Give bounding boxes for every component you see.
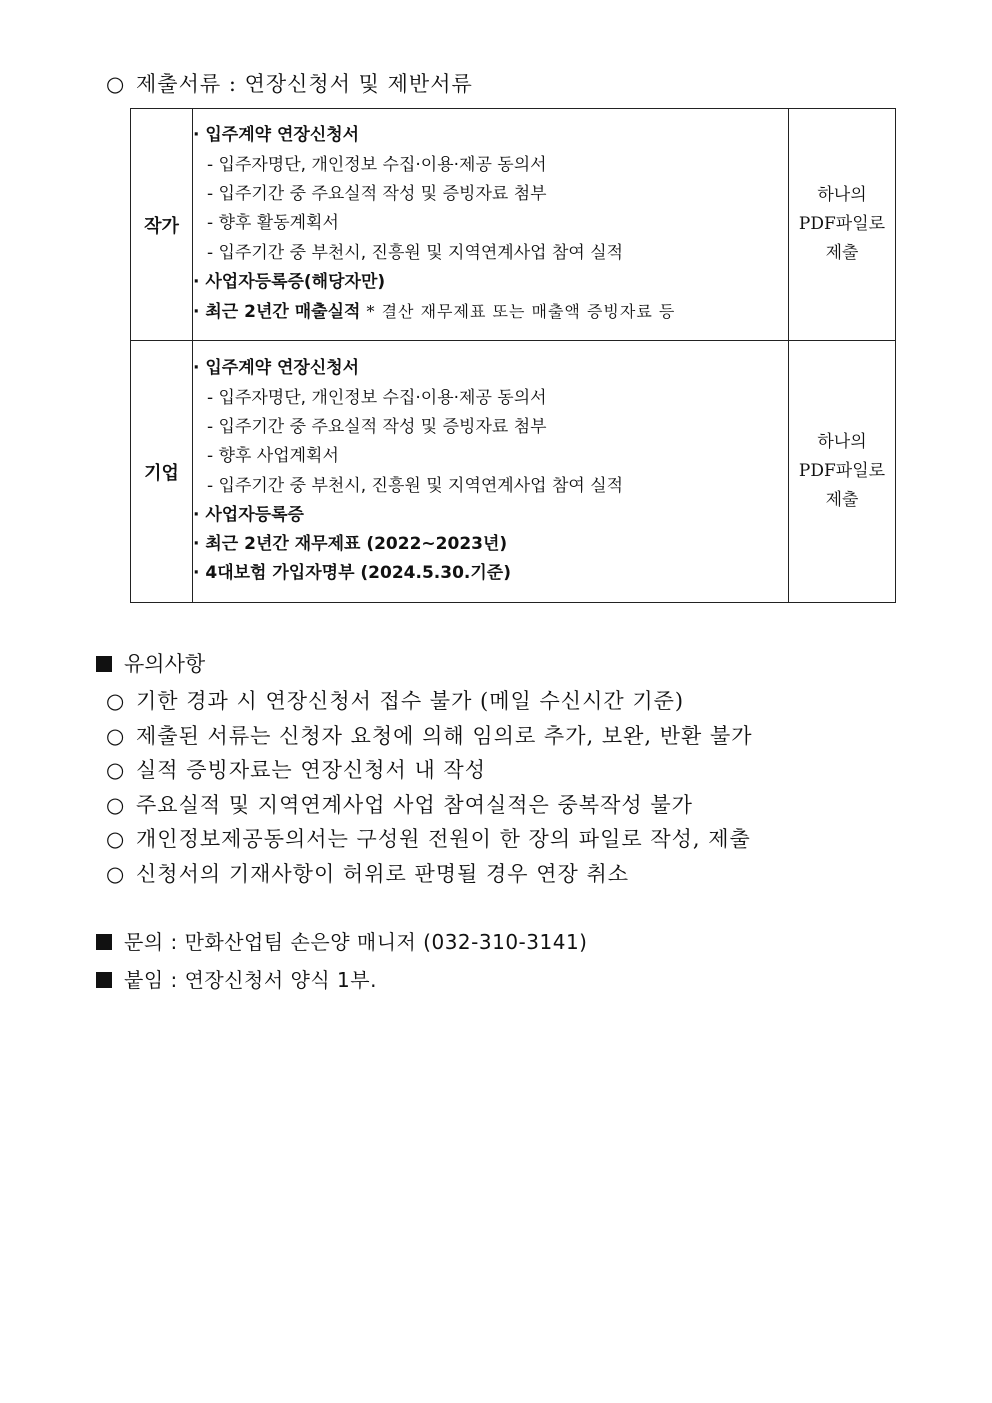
document-item: · 사업자등록증	[193, 504, 304, 525]
method-line: PDF파일로	[798, 461, 886, 481]
document-item-with-note	[193, 297, 788, 327]
document-item: · 사업자등록증(해당자만)	[193, 271, 386, 292]
black-square-icon	[96, 972, 112, 988]
category-cell: 기업	[131, 341, 193, 603]
black-square-icon	[96, 934, 112, 950]
circle-bullet-icon: ○	[106, 689, 126, 713]
document-list-cell	[193, 341, 789, 603]
notice-item	[106, 789, 693, 819]
table-row-author	[131, 109, 896, 341]
document-item: · 입주계약 연장신청서	[193, 125, 360, 146]
circle-bullet-icon: ○	[106, 827, 126, 851]
document-subitem: - 입주기간 중 주요실적 작성 및 증빙자료 첨부	[207, 416, 547, 437]
notice-item-text: 기한 경과 시 연장신청서 접수 불가 (메일 수신시간 기준)	[136, 689, 685, 713]
document-item: · 최근 2년간 재무제표 (2022~2023년)	[193, 534, 508, 555]
inquiry-line	[96, 926, 587, 955]
category-cell: 작가	[131, 109, 193, 341]
document-list-cell	[193, 109, 789, 341]
document-item: · 입주계약 연장신청서	[193, 358, 360, 379]
submission-method-cell	[789, 109, 896, 341]
document-subitem: - 입주자명단, 개인정보 수집·이용·제공 동의서	[207, 387, 547, 408]
circle-bullet-icon: ○	[106, 758, 126, 782]
method-line: 하나의	[817, 185, 867, 205]
submission-method-cell	[789, 341, 896, 603]
document-subitem: - 입주기간 중 부천시, 진흥원 및 지역연계사업 참여 실적	[207, 475, 624, 496]
method-line: 제출	[825, 243, 859, 263]
notice-item-text: 실적 증빙자료는 연장신청서 내 작성	[136, 758, 486, 782]
document-subitem: - 입주기간 중 부천시, 진흥원 및 지역연계사업 참여 실적	[207, 242, 624, 263]
notice-item	[106, 720, 753, 750]
notice-item-text: 신청서의 기재사항이 허위로 판명될 경우 연장 취소	[136, 862, 630, 886]
method-line: 하나의	[817, 432, 867, 452]
notice-item	[106, 823, 751, 853]
notice-heading-text: 유의사항	[124, 652, 206, 676]
circle-bullet-icon: ○	[106, 72, 126, 96]
document-item-text: · 최근 2년간 매출실적	[193, 302, 361, 323]
notice-heading	[96, 648, 205, 678]
notice-item	[106, 685, 684, 715]
document-item-note: * 결산 재무제표 또는 매출액 증빙자료 등	[360, 302, 676, 322]
attachment-line	[96, 964, 377, 993]
inquiry-text: 문의 : 만화산업팀 손은양 매니저 (032-310-3141)	[124, 930, 588, 954]
circle-bullet-icon: ○	[106, 862, 126, 886]
document-subitem: - 입주기간 중 주요실적 작성 및 증빙자료 첨부	[207, 184, 547, 205]
document-subitem: - 입주자명단, 개인정보 수집·이용·제공 동의서	[207, 154, 547, 175]
notice-item-text: 주요실적 및 지역연계사업 사업 참여실적은 중복작성 불가	[136, 793, 693, 817]
notice-item	[106, 858, 629, 888]
attachment-text: 붙임 : 연장신청서 양식 1부.	[124, 968, 377, 992]
notice-item	[106, 754, 486, 784]
method-line: 제출	[825, 490, 859, 510]
method-line: PDF파일로	[798, 214, 886, 234]
black-square-icon	[96, 656, 112, 672]
table-row-company	[131, 341, 896, 603]
documents-table	[130, 108, 896, 603]
circle-bullet-icon: ○	[106, 724, 126, 748]
document-subitem: - 향후 활동계획서	[207, 213, 339, 234]
circle-bullet-icon: ○	[106, 793, 126, 817]
submission-line	[106, 68, 473, 98]
notice-item-text: 개인정보제공동의서는 구성원 전원이 한 장의 파일로 작성, 제출	[136, 827, 751, 851]
document-subitem: - 향후 사업계획서	[207, 446, 339, 467]
document-item: · 4대보험 가입자명부 (2024.5.30.기준)	[193, 563, 511, 584]
notice-item-text: 제출된 서류는 신청자 요청에 의해 임의로 추가, 보완, 반환 불가	[136, 724, 753, 748]
submission-text: 제출서류 : 연장신청서 및 제반서류	[136, 72, 473, 96]
